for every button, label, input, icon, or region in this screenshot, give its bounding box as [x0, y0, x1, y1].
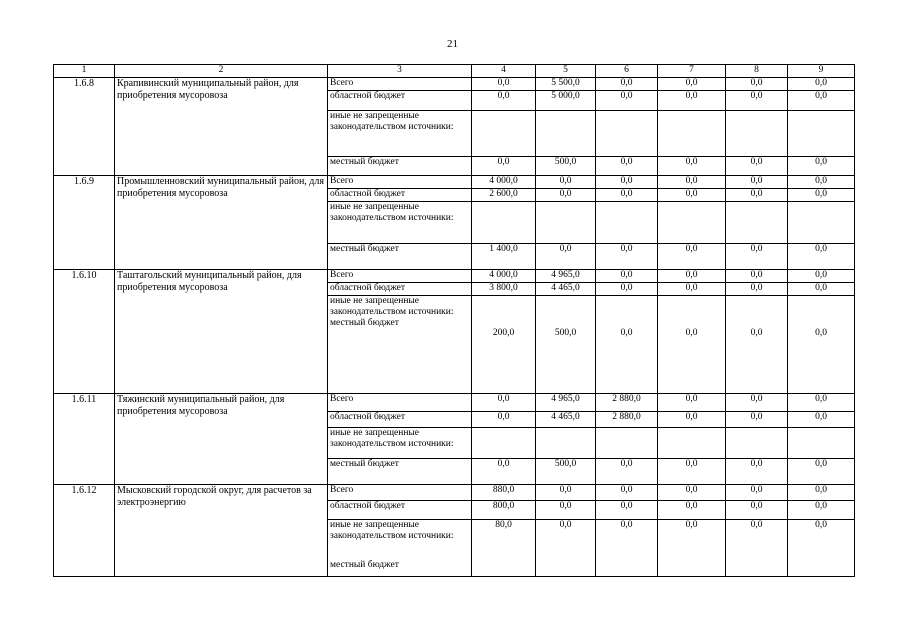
- value-cell: 0,0: [726, 270, 788, 283]
- empty-cell: [472, 111, 536, 157]
- empty-cell: [726, 202, 788, 244]
- local-budget-label: местный бюджет: [330, 318, 399, 328]
- value-cell: 0,0: [472, 412, 536, 428]
- table-row: [54, 270, 855, 283]
- row-index: 1.6.9: [54, 176, 115, 270]
- table-row: [54, 176, 855, 189]
- value-cell: 0,0: [658, 459, 726, 485]
- value-cell: 0,0: [536, 176, 596, 189]
- empty-cell: [658, 428, 726, 459]
- value-cell: 0,0: [596, 270, 658, 283]
- value-cell: 0,0: [536, 520, 596, 577]
- value-cell: 0,0: [596, 176, 658, 189]
- source-label: областной бюджет: [328, 283, 472, 296]
- row-name: Тяжинский муниципальный район, для приобретения мусоровоза: [115, 394, 328, 485]
- value-cell: 0,0: [726, 244, 788, 270]
- value-cell: 0,0: [596, 91, 658, 111]
- value-cell: 0,0: [658, 244, 726, 270]
- header-cell: 8: [726, 65, 788, 78]
- source-label: [328, 520, 472, 577]
- value-cell: 4 465,0: [536, 283, 596, 296]
- value-cell: 0,0: [726, 412, 788, 428]
- empty-cell: [536, 202, 596, 244]
- value-cell: 1 400,0: [472, 244, 536, 270]
- value-cell: 0,0: [472, 91, 536, 111]
- value-cell: 0,0: [788, 412, 855, 428]
- budget-table: [53, 64, 855, 577]
- header-cell: 2: [115, 65, 328, 78]
- empty-cell: [596, 202, 658, 244]
- table-row: [54, 78, 855, 91]
- row-index: 1.6.10: [54, 270, 115, 394]
- value-cell: 0,0: [726, 189, 788, 202]
- value-cell: 0,0: [658, 91, 726, 111]
- value-cell: 0,0: [726, 91, 788, 111]
- row-index: 1.6.11: [54, 394, 115, 485]
- source-label: иные не запрещенные законодательством источники:: [328, 111, 472, 157]
- source-label: иные не запрещенные законодательством источники:: [328, 428, 472, 459]
- source-label: Всего: [328, 176, 472, 189]
- source-label: местный бюджет: [328, 157, 472, 176]
- empty-cell: [726, 428, 788, 459]
- row-name: Таштагольский муниципальный район, для приобретения мусоровоза: [115, 270, 328, 394]
- other-sources-label: иные не запрещенные законодательством источники:: [330, 520, 454, 541]
- row-index: 1.6.8: [54, 78, 115, 176]
- value-cell: 0,0: [472, 78, 536, 91]
- value-cell: 0,0: [472, 157, 536, 176]
- value-cell: 0,0: [726, 394, 788, 412]
- value-cell: 800,0: [472, 501, 536, 520]
- value-cell: 2 880,0: [596, 412, 658, 428]
- value-cell: 0,0: [658, 520, 726, 577]
- value-cell: 880,0: [472, 485, 536, 501]
- empty-cell: [536, 428, 596, 459]
- value-cell: 0,0: [788, 91, 855, 111]
- value-cell: 0,0: [658, 501, 726, 520]
- value-cell: 5 500,0: [536, 78, 596, 91]
- value-cell: 0,0: [788, 157, 855, 176]
- value-cell: 0,0: [788, 394, 855, 412]
- source-label: областной бюджет: [328, 91, 472, 111]
- value-cell: 4 465,0: [536, 412, 596, 428]
- header-cell: 9: [788, 65, 855, 78]
- value-cell: 0,0: [658, 176, 726, 189]
- value-cell: 2 600,0: [472, 189, 536, 202]
- empty-cell: [472, 428, 536, 459]
- value-cell: 500,0: [536, 296, 596, 394]
- page-number: 21: [447, 38, 458, 50]
- value-cell: 0,0: [788, 78, 855, 91]
- empty-cell: [596, 111, 658, 157]
- value-cell: 0,0: [726, 501, 788, 520]
- value-cell: 0,0: [536, 189, 596, 202]
- value-cell: 0,0: [726, 176, 788, 189]
- source-label: Всего: [328, 270, 472, 283]
- empty-cell: [596, 428, 658, 459]
- source-label: иные не запрещенные законодательством источники:: [328, 202, 472, 244]
- value-cell: 0,0: [658, 283, 726, 296]
- header-cell: 4: [472, 65, 536, 78]
- value-cell: 0,0: [596, 78, 658, 91]
- value-cell: 0,0: [658, 189, 726, 202]
- source-label: Всего: [328, 78, 472, 91]
- value-cell: 0,0: [536, 485, 596, 501]
- value-cell: 0,0: [788, 176, 855, 189]
- value-cell: 0,0: [658, 270, 726, 283]
- value-cell: 0,0: [658, 412, 726, 428]
- value-cell: 500,0: [536, 459, 596, 485]
- value-cell: 0,0: [596, 520, 658, 577]
- header-cell: 1: [54, 65, 115, 78]
- value-cell: 0,0: [536, 244, 596, 270]
- value-cell: 80,0: [472, 520, 536, 577]
- header-cell: 5: [536, 65, 596, 78]
- other-sources-label: иные не запрещенные законодательством источники:: [330, 296, 454, 317]
- value-cell: 0,0: [596, 189, 658, 202]
- source-label: местный бюджет: [328, 244, 472, 270]
- value-cell: 0,0: [726, 485, 788, 501]
- source-label: областной бюджет: [328, 189, 472, 202]
- value-cell: 0,0: [658, 157, 726, 176]
- value-cell: 0,0: [658, 296, 726, 394]
- value-cell: 0,0: [472, 394, 536, 412]
- local-budget-label: местный бюджет: [330, 560, 399, 570]
- value-cell: 4 965,0: [536, 270, 596, 283]
- value-cell: 500,0: [536, 157, 596, 176]
- value-cell: 0,0: [596, 296, 658, 394]
- empty-cell: [472, 202, 536, 244]
- empty-cell: [788, 111, 855, 157]
- value-cell: 4 965,0: [536, 394, 596, 412]
- source-label: Всего: [328, 394, 472, 412]
- row-name: Промышленновский муниципальный район, для приобретения мусоровоза: [115, 176, 328, 270]
- table-row: [54, 485, 855, 501]
- header-row: [54, 65, 855, 78]
- value-cell: 0,0: [788, 270, 855, 283]
- value-cell: 0,0: [788, 520, 855, 577]
- empty-cell: [788, 202, 855, 244]
- value-cell: 0,0: [596, 501, 658, 520]
- source-label: Всего: [328, 485, 472, 501]
- source-label: областной бюджет: [328, 412, 472, 428]
- source-label: областной бюджет: [328, 501, 472, 520]
- row-name: Крапивинский муниципальный район, для приобретения мусоровоза: [115, 78, 328, 176]
- value-cell: 0,0: [788, 189, 855, 202]
- value-cell: 0,0: [788, 459, 855, 485]
- value-cell: 0,0: [788, 283, 855, 296]
- header-cell: 6: [596, 65, 658, 78]
- value-cell: 4 000,0: [472, 270, 536, 283]
- value-cell: 4 000,0: [472, 176, 536, 189]
- value-cell: 0,0: [788, 244, 855, 270]
- value-cell: 200,0: [472, 296, 536, 394]
- value-cell: 3 800,0: [472, 283, 536, 296]
- row-name: Мысковский городской округ, для расчетов за электроэнергию: [115, 485, 328, 577]
- value-cell: 0,0: [726, 520, 788, 577]
- empty-cell: [788, 428, 855, 459]
- value-cell: 0,0: [658, 78, 726, 91]
- value-cell: 0,0: [658, 485, 726, 501]
- table-row: [54, 394, 855, 412]
- value-cell: 0,0: [596, 283, 658, 296]
- value-cell: 0,0: [726, 283, 788, 296]
- source-label: местный бюджет: [328, 459, 472, 485]
- empty-cell: [536, 111, 596, 157]
- value-cell: 0,0: [726, 157, 788, 176]
- value-cell: 0,0: [726, 296, 788, 394]
- value-cell: 0,0: [788, 501, 855, 520]
- value-cell: 0,0: [658, 394, 726, 412]
- value-cell: 0,0: [596, 459, 658, 485]
- header-cell: 7: [658, 65, 726, 78]
- value-cell: 2 880,0: [596, 394, 658, 412]
- row-index: 1.6.12: [54, 485, 115, 577]
- value-cell: 0,0: [596, 244, 658, 270]
- value-cell: 0,0: [596, 485, 658, 501]
- source-label: [328, 296, 472, 394]
- empty-cell: [726, 111, 788, 157]
- value-cell: 0,0: [536, 501, 596, 520]
- value-cell: 5 000,0: [536, 91, 596, 111]
- value-cell: 0,0: [726, 78, 788, 91]
- empty-cell: [658, 111, 726, 157]
- value-cell: 0,0: [472, 459, 536, 485]
- value-cell: 0,0: [788, 485, 855, 501]
- value-cell: 0,0: [788, 296, 855, 394]
- empty-cell: [658, 202, 726, 244]
- header-cell: 3: [328, 65, 472, 78]
- value-cell: 0,0: [726, 459, 788, 485]
- value-cell: 0,0: [596, 157, 658, 176]
